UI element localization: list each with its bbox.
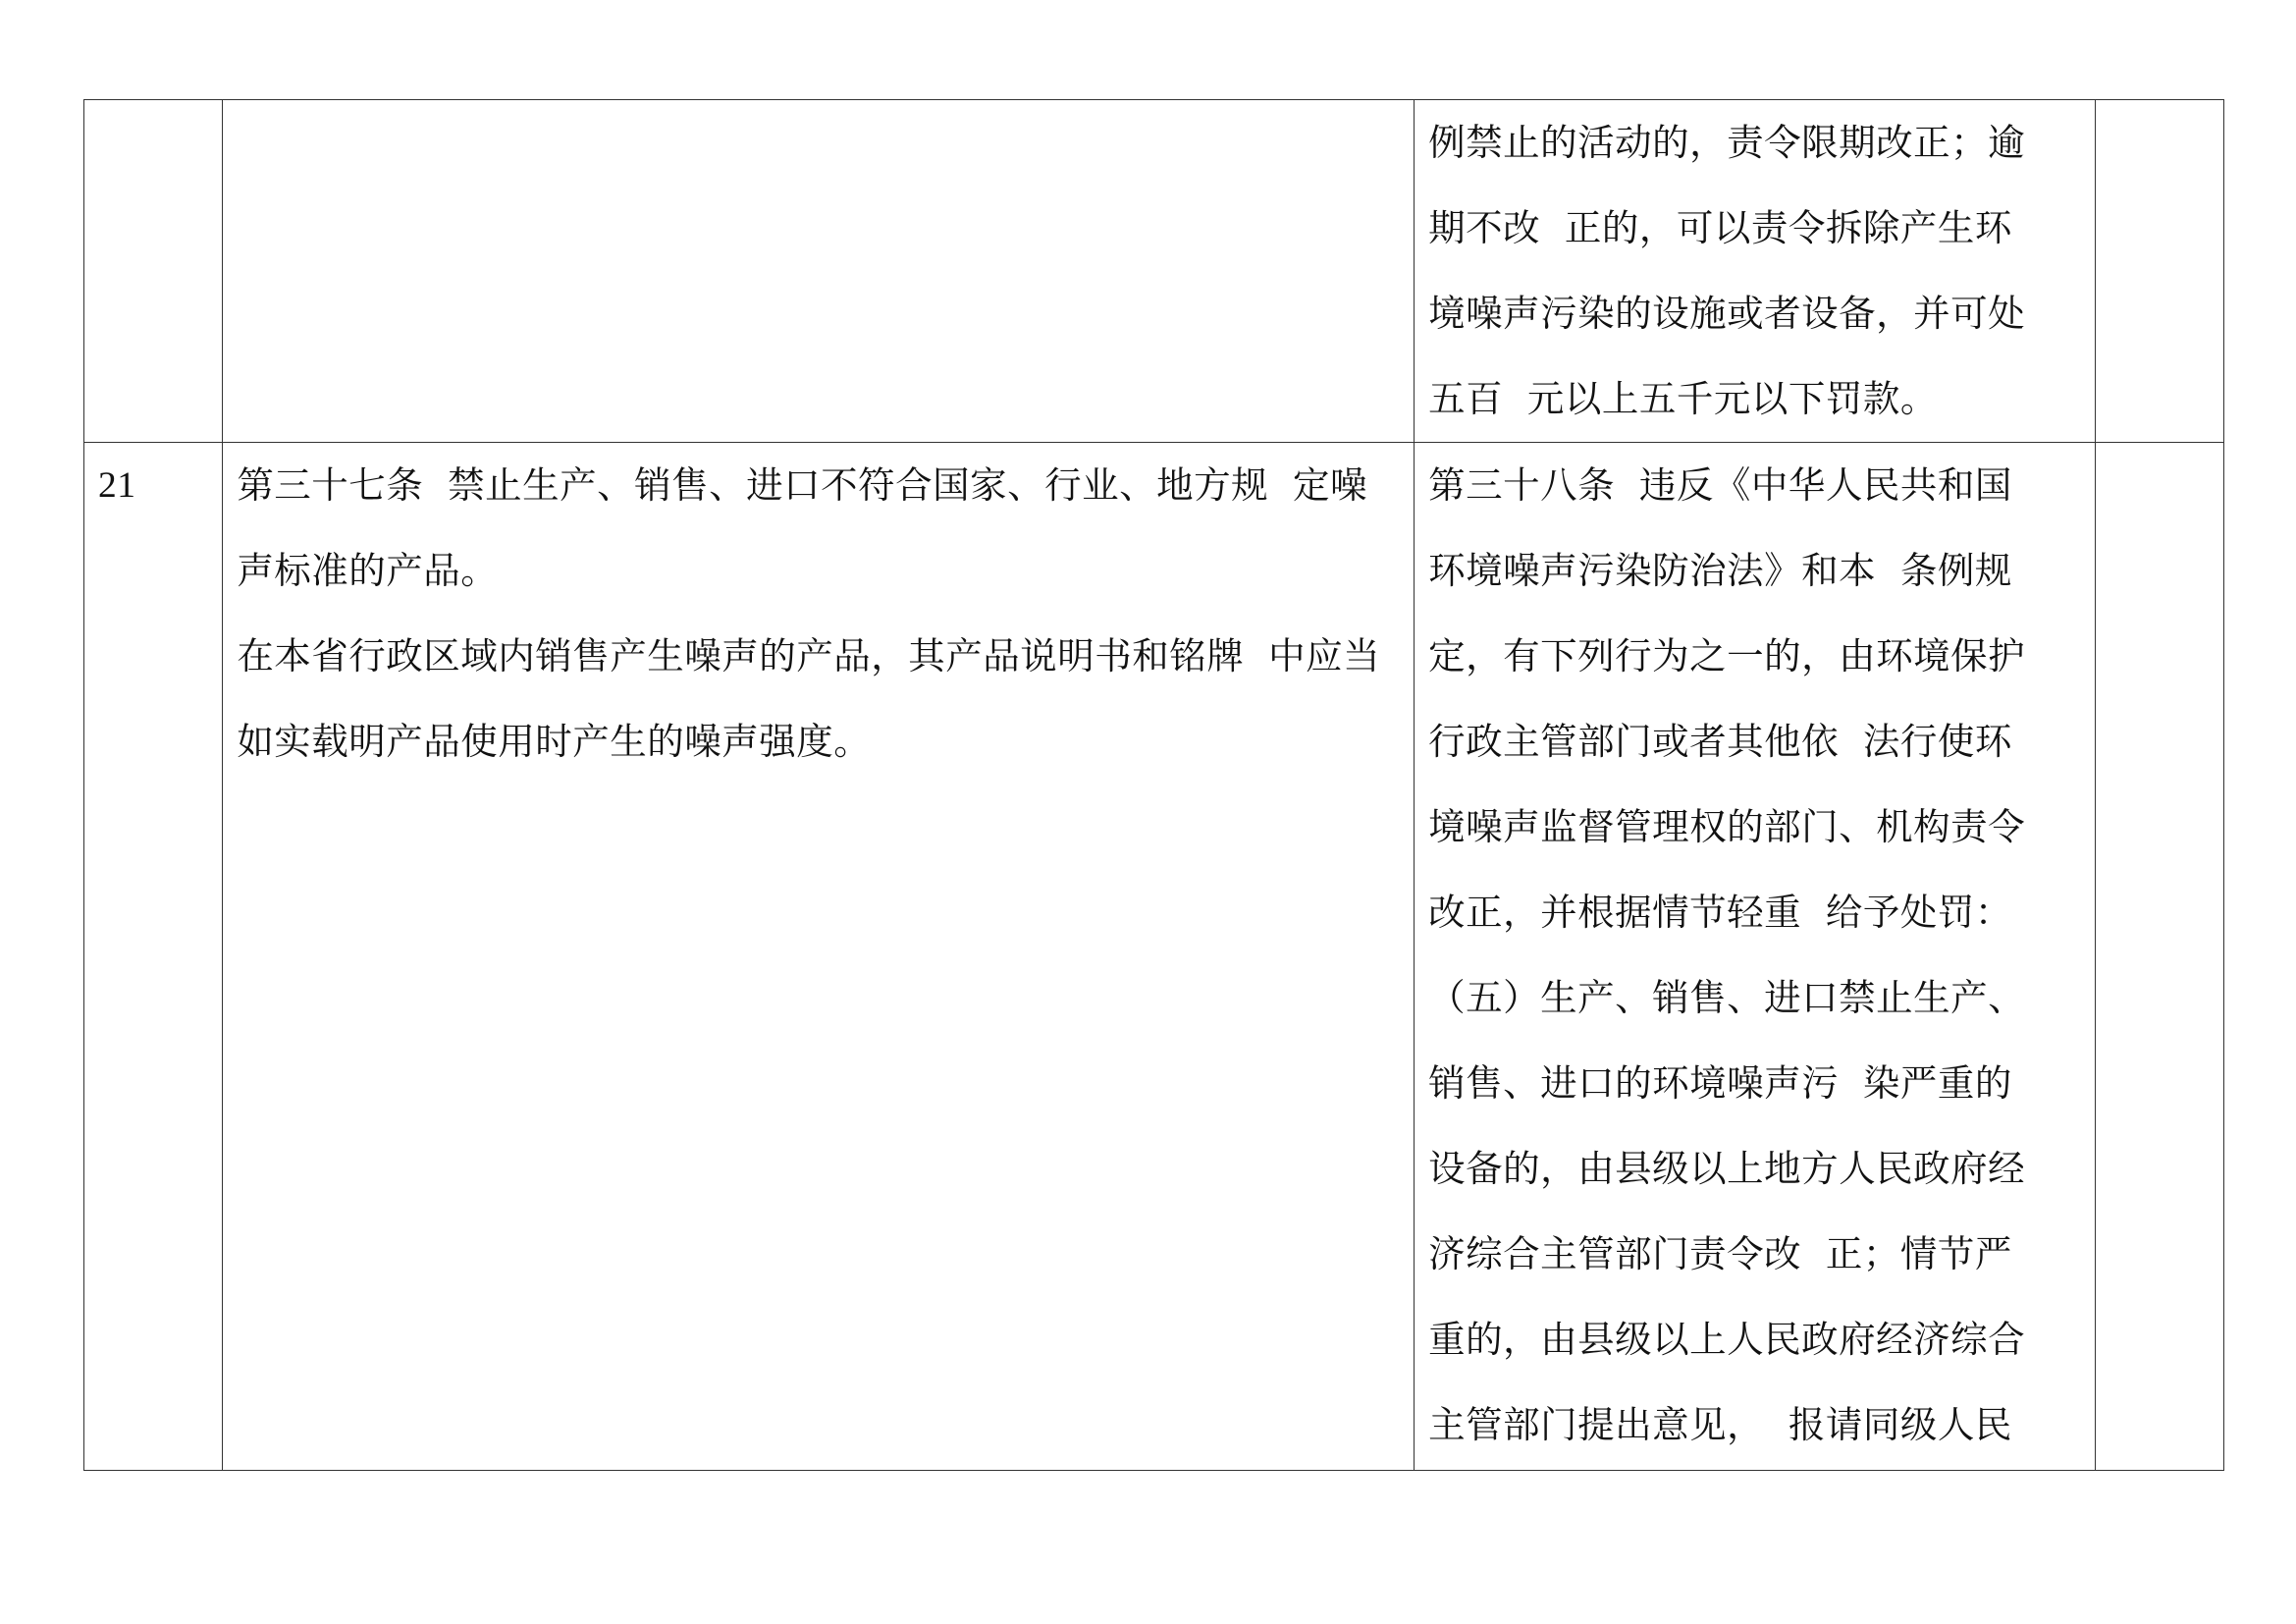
regulation-line: 行政主管部门或者其他依 法行使环 [1428,720,2012,763]
regulation-line: 设备的，由县级以上地方人民政府经 [1428,1147,2026,1190]
comparison-table [83,99,2224,1471]
regulation-line: 销售、进口的环境噪声污 染严重的 [1428,1061,2012,1105]
regulation-text-cell [1415,443,2096,1471]
regulation-text-cell [1415,100,2096,443]
regulation-line: 第三十八条 违反《中华人民共和国 [1428,463,2012,507]
table-row [84,100,2224,443]
regulation-line: 济综合主管部门责令改 正；情节严 [1428,1232,2012,1275]
regulation-line: 境噪声污染的设施或者设备，并可处 [1428,292,2026,335]
regulation-line: 改正，并根据情节轻重 给予处罚： [1428,891,2012,934]
law-paragraph: 第三十七条 禁止生产、销售、进口不符合国家、行业、地方规 定噪声标准的产品。 [237,463,1367,592]
note-cell [2095,443,2223,1471]
regulation-line: （五）生产、销售、进口禁止生产、 [1428,976,2026,1019]
law-text-cell [223,100,1415,443]
note-cell [2095,100,2223,443]
regulation-line: 期不改 正的，可以责令拆除产生环 [1428,206,2012,249]
law-paragraph: 在本省行政区域内销售产生噪声的产品，其产品说明书和铭牌 中应当如实载明产品使用时产生的噪声强度。 [237,634,1381,763]
table-row [84,443,2224,1471]
law-text-cell [223,443,1415,1471]
regulation-line: 例禁止的活动的，责令限期改正；逾 [1428,121,2026,164]
regulation-line: 境噪声监督管理权的部门、机构责令 [1428,805,2026,848]
regulation-line: 主管部门提出意见， 报请同级人民 [1428,1403,2012,1446]
row-number-cell: 21 [84,443,223,1471]
regulation-line: 五百 元以上五千元以下罚款。 [1428,377,1938,420]
regulation-line: 定，有下列行为之一的，由环境保护 [1428,634,2026,677]
regulation-line: 环境噪声污染防治法》和本 条例规 [1428,549,2012,592]
row-number-cell [84,100,223,443]
regulation-line: 重的，由县级以上人民政府经济综合 [1428,1318,2026,1361]
